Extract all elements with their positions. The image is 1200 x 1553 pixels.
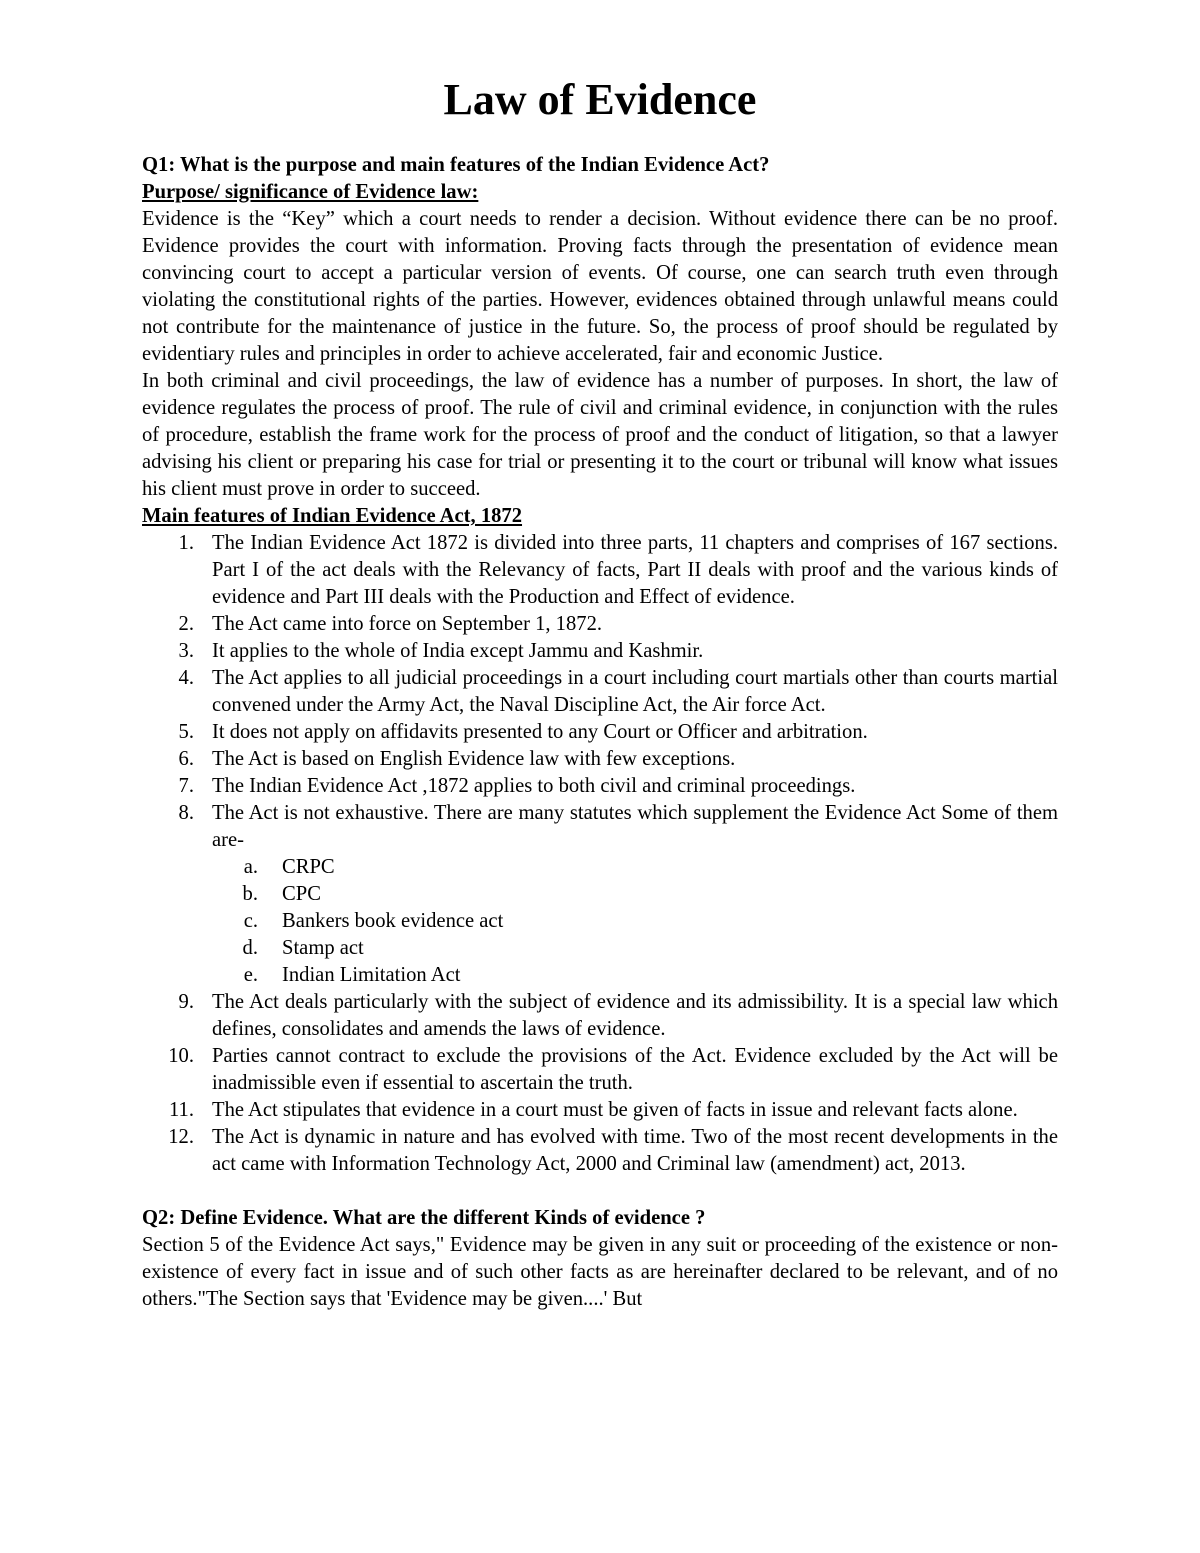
statutes-sublist (212, 854, 1058, 989)
sublist-letter: c. (243, 910, 258, 932)
section-spacer (142, 1178, 1058, 1205)
list-item (178, 800, 1058, 989)
list-item (168, 1043, 1058, 1097)
list-item-text: It does not apply on affidavits presented to any Court or Officer and arbitration. (212, 721, 868, 743)
question-1: Q1: What is the purpose and main features of the Indian Evidence Act? (142, 154, 770, 176)
list-item-text: It applies to the whole of India except Jammu and Kashmir. (212, 640, 704, 662)
document-body (142, 152, 1058, 1313)
list-item (178, 746, 1058, 773)
sublist-letter: e. (243, 964, 258, 986)
purpose-heading: Purpose/ significance of Evidence law: (142, 181, 479, 203)
list-item (168, 1124, 1058, 1178)
list-item (178, 665, 1058, 719)
sublist-item (242, 881, 1058, 908)
list-item-text: The Indian Evidence Act ,1872 applies to both civil and criminal proceedings. (212, 775, 856, 797)
document-title: Law of Evidence (443, 75, 757, 124)
evidence-definition-paragraph: Section 5 of the Evidence Act says," Evidence may be given in any suit or proceeding of the existence or non-existence of every fact in issue and of such other facts as are hereinafter declared to be relevant, and of no others."The Section says that 'Evidence may be given....' But (142, 1234, 1058, 1310)
list-item (169, 1097, 1058, 1124)
features-heading-line (142, 503, 1058, 530)
purpose-paragraph-1: Evidence is the “Key” which a court needs to render a decision. Without evidence there can be no proof. Evidence provides the court with information. Proving facts through the presentation of evidence mean convincing court to accept a particular version of events. Of course, one can search truth even through violating the constitutional rights of the parties. However, evidences obtained through unlawful means could not contribute for the maintenance of justice in the future. So, the process of proof should be regulated by evidentiary rules and principles in order to achieve accelerated, fair and economic Justice. (142, 208, 1058, 365)
list-item-text: Parties cannot contract to exclude the provisions of the Act. Evidence excluded by the Act will be inadmissible even if essential to ascertain the truth. (212, 1045, 1058, 1094)
list-number: 3. (178, 640, 194, 662)
list-item-text: The Act applies to all judicial proceedings in a court including court martials other than courts martial convened under the Army Act, the Naval Discipline Act, the Air force Act. (212, 667, 1058, 716)
sublist-letter: b. (242, 883, 258, 905)
list-number: 8. (178, 802, 194, 824)
list-item-text: The Act is not exhaustive. There are many statutes which supplement the Evidence Act Some of them are- (212, 802, 1058, 851)
list-number: 6. (178, 748, 194, 770)
sublist-item-text: CRPC (282, 856, 335, 878)
list-number: 7. (178, 775, 194, 797)
list-number: 9. (178, 991, 194, 1013)
list-item (178, 989, 1058, 1043)
sublist-item (243, 962, 1058, 989)
list-item-text: The Act came into force on September 1, 1872. (212, 613, 603, 635)
list-item-text: The Act is based on English Evidence law with few exceptions. (212, 748, 736, 770)
list-number: 12. (168, 1126, 194, 1148)
list-item-text: The Indian Evidence Act 1872 is divided into three parts, 11 chapters and comprises of 167 sections. Part I of the act deals with the Relevancy of facts, Part II deals with proof and the various kinds of evidence and Part III deals with the Production and Effect of evidence. (212, 532, 1058, 608)
sublist-item-text: CPC (282, 883, 321, 905)
list-item-text: The Act deals particularly with the subject of evidence and its admissibility. It is a special law which defines, consolidates and amends the laws of evidence. (212, 991, 1058, 1040)
list-item-text: The Act is dynamic in nature and has evolved with time. Two of the most recent developments in the act came with Information Technology Act, 2000 and Criminal law (amendment) act, 2013. (212, 1126, 1058, 1175)
list-item (178, 773, 1058, 800)
list-number: 1. (178, 532, 194, 554)
list-item (178, 530, 1058, 611)
sublist-item-text: Stamp act (282, 937, 364, 959)
sublist-item-text: Indian Limitation Act (282, 964, 461, 986)
list-item (178, 719, 1058, 746)
list-item (178, 611, 1058, 638)
list-item-text: The Act stipulates that evidence in a court must be given of facts in issue and relevant facts alone. (212, 1099, 1018, 1121)
sublist-item-text: Bankers book evidence act (282, 910, 504, 932)
features-heading: Main features of Indian Evidence Act, 1872 (142, 505, 523, 527)
list-number: 11. (169, 1099, 194, 1121)
list-number: 10. (168, 1045, 194, 1067)
list-number: 4. (178, 667, 194, 689)
list-number: 5. (178, 721, 194, 743)
sublist-letter: d. (242, 937, 258, 959)
list-item (178, 638, 1058, 665)
purpose-heading-line (142, 179, 1058, 206)
purpose-paragraph-2: In both criminal and civil proceedings, the law of evidence has a number of purposes. In short, the law of evidence regulates the process of proof. The rule of civil and criminal evidence, in conjunction with the rules of procedure, establish the frame work for the process of proof and the conduct of litigation, so that a lawyer advising his client or preparing his case for trial or presenting it to the court or tribunal will know what issues his client must prove in order to succeed. (142, 370, 1058, 500)
features-list (142, 530, 1058, 1178)
list-number: 2. (178, 613, 194, 635)
sublist-item (242, 935, 1058, 962)
sublist-item (243, 908, 1058, 935)
sublist-letter: a. (243, 856, 258, 878)
question-2: Q2: Define Evidence. What are the different Kinds of evidence ? (142, 1207, 706, 1229)
sublist-item (243, 854, 1058, 881)
